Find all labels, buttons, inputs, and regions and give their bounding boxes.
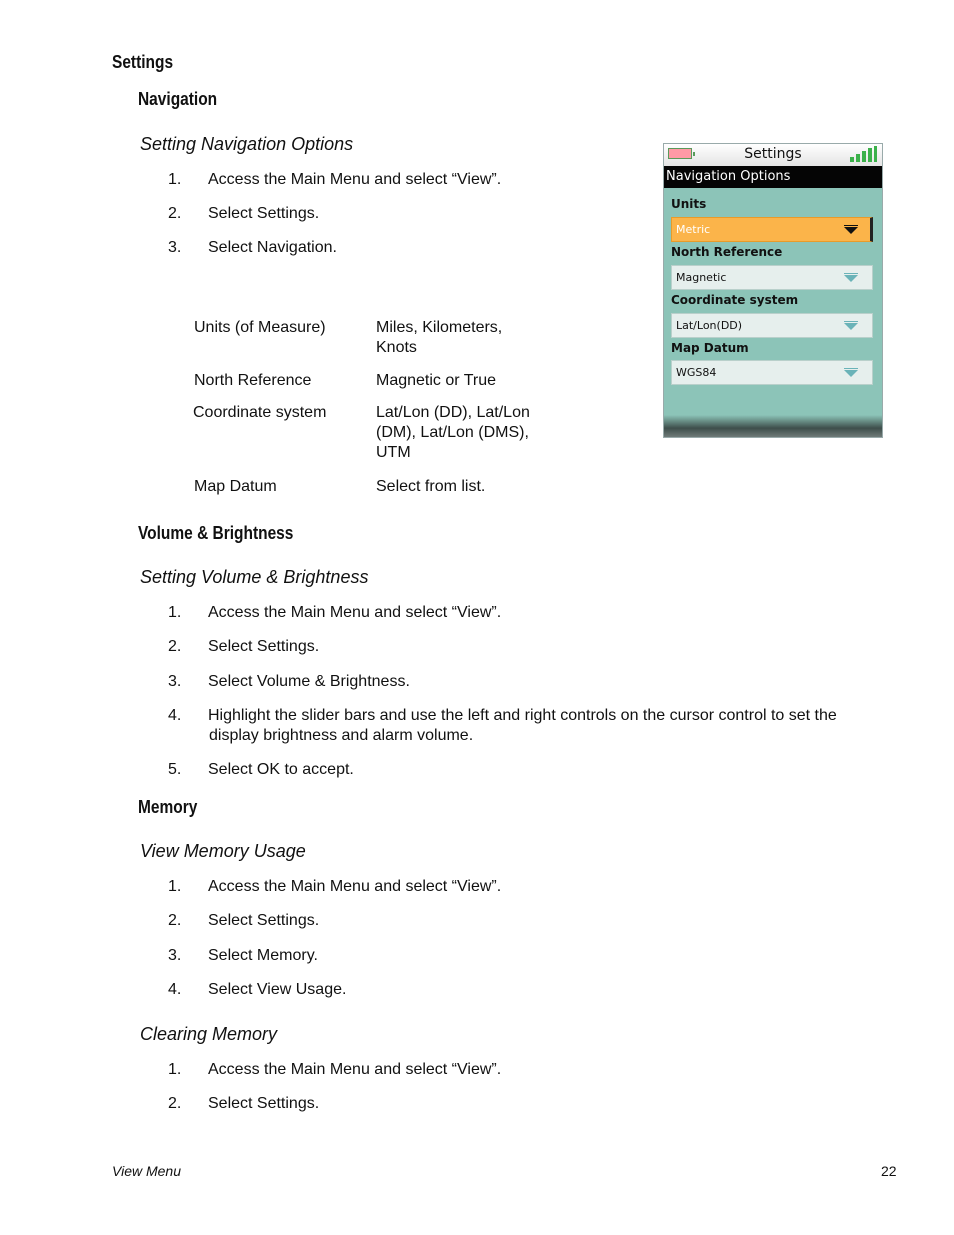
step-number: 2. — [168, 912, 182, 929]
device-title: Settings — [744, 146, 802, 162]
option-value-line: Select from list. — [376, 478, 486, 495]
view-memory-title: View Memory Usage — [140, 841, 306, 861]
chevron-down-icon — [844, 370, 858, 377]
step-text: Access the Main Menu and select “View”. — [208, 604, 502, 621]
step-text: Select Navigation. — [208, 239, 337, 256]
step-text: Select Settings. — [208, 205, 320, 222]
subsection-heading-memory: Memory — [138, 797, 198, 817]
step-number: 5. — [168, 761, 182, 778]
chevron-down-icon — [844, 323, 858, 330]
units-dropdown[interactable] — [671, 217, 873, 242]
map-datum-label: Map Datum — [671, 341, 749, 355]
step-number: 1. — [168, 171, 182, 188]
step-text: Access the Main Menu and select “View”. — [208, 171, 502, 188]
step-number: 4. — [168, 981, 182, 998]
device-screenshot — [663, 143, 883, 438]
north-reference-value: Magnetic — [676, 271, 727, 284]
signal-strength-icon — [850, 146, 877, 162]
option-value-line: Knots — [376, 339, 417, 356]
subsection-heading-navigation: Navigation — [138, 89, 218, 109]
step-number: 3. — [168, 947, 182, 964]
step-number: 2. — [168, 638, 182, 655]
device-softkey-bar — [664, 415, 882, 437]
device-menu-header: Navigation Options — [664, 166, 882, 188]
option-value — [376, 318, 502, 358]
section-heading-settings: Settings — [112, 52, 174, 72]
step-number: 3. — [168, 239, 182, 256]
device-status-bar — [664, 144, 882, 166]
step-text: Select Settings. — [208, 912, 320, 929]
chevron-down-icon — [844, 227, 858, 234]
chevron-down-icon — [844, 275, 858, 282]
volume-brightness-title: Setting Volume & Brightness — [140, 567, 369, 587]
step-text-line: Highlight the slider bars and use the left and right controls on the cursor control to set the — [208, 707, 837, 724]
step-text: Select OK to accept. — [208, 761, 354, 778]
option-value — [376, 403, 530, 463]
step-text: Select Settings. — [208, 638, 320, 655]
option-name: Map Datum — [194, 478, 277, 495]
step-number: 3. — [168, 673, 182, 690]
option-name: North Reference — [194, 372, 312, 389]
step-number: 4. — [168, 707, 182, 724]
step-number: 1. — [168, 878, 182, 895]
coordinate-system-value: Lat/Lon(DD) — [676, 319, 743, 332]
coordinate-system-label: Coordinate system — [671, 293, 799, 307]
coordinate-system-dropdown[interactable] — [671, 313, 873, 338]
option-value — [376, 477, 485, 497]
step-text: Select Settings. — [208, 1095, 320, 1112]
north-reference-dropdown[interactable] — [671, 265, 873, 290]
option-value-line: Lat/Lon (DD), Lat/Lon — [376, 404, 530, 421]
step-text-line: display brightness and alarm volume. — [209, 727, 474, 744]
step-text: Access the Main Menu and select “View”. — [208, 878, 502, 895]
map-datum-value: WGS84 — [676, 366, 717, 379]
step-number: 2. — [168, 1095, 182, 1112]
option-name: Coordinate system — [193, 404, 327, 421]
option-value-line: UTM — [376, 444, 411, 461]
north-reference-label: North Reference — [671, 245, 783, 259]
map-datum-dropdown[interactable] — [671, 360, 873, 385]
option-value-line: Miles, Kilometers, — [376, 319, 503, 336]
footer-chapter: View Menu — [112, 1163, 182, 1179]
step-number: 1. — [168, 604, 182, 621]
step-text: Access the Main Menu and select “View”. — [208, 1061, 502, 1078]
step-text: Select Volume & Brightness. — [208, 673, 410, 690]
nav-options-title: Setting Navigation Options — [140, 134, 354, 154]
page-number: 22 — [881, 1163, 897, 1179]
option-name: Units (of Measure) — [194, 319, 326, 336]
option-value-line: Magnetic or True — [376, 372, 497, 389]
units-value: Metric — [676, 223, 711, 236]
step-number: 2. — [168, 205, 182, 222]
step-text — [208, 706, 898, 746]
clearing-memory-title: Clearing Memory — [140, 1024, 278, 1044]
option-value — [376, 371, 496, 391]
subsection-heading-volume-brightness: Volume & Brightness — [138, 523, 294, 543]
units-label: Units — [671, 197, 707, 211]
step-text: Select Memory. — [208, 947, 318, 964]
option-value-line: (DM), Lat/Lon (DMS), — [376, 424, 529, 441]
step-number: 1. — [168, 1061, 182, 1078]
step-text: Select View Usage. — [208, 981, 347, 998]
